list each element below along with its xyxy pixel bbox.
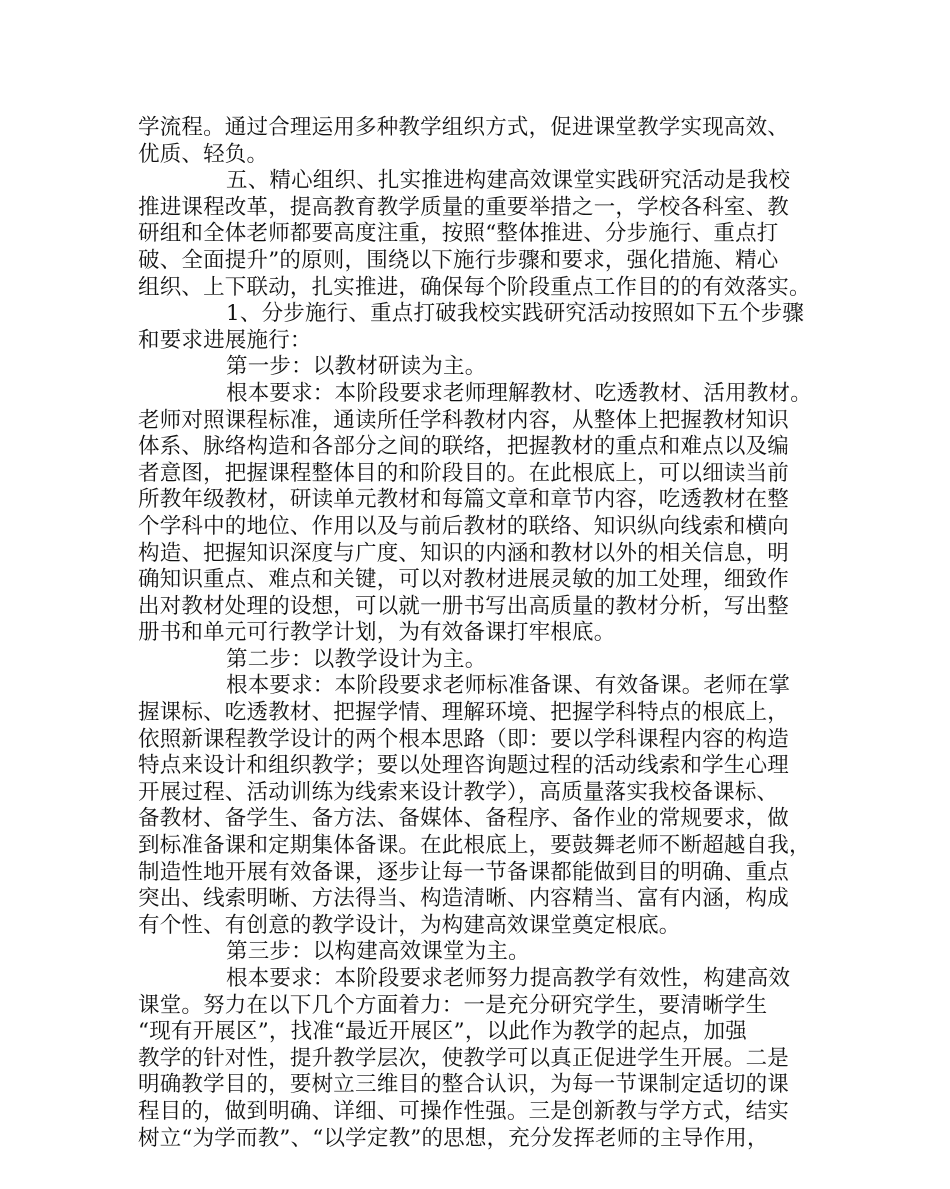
text-line: 特点来设计和组织教学；要以处理咨询题过程的活动线索和学生心理	[138, 753, 790, 779]
text-line: 和要求进展施行：	[138, 327, 312, 353]
text-line: 五、精心组织、扎实推进构建高效课堂实践研究活动是我校	[226, 168, 791, 194]
text-line: 个学科中的地位、作用以及与前后教材的联络、知识纵向线索和横向	[138, 513, 790, 539]
text-line: 优质、轻负。	[138, 141, 269, 167]
text-line: 册书和单元可行教学计划，为有效备课打牢根底。	[138, 620, 616, 646]
text-line: 破、全面提升”的原则，围绕以下施行步骤和要求，强化措施、精心	[138, 247, 779, 273]
text-line: 确知识重点、难点和关键，可以对教材进展灵敏的加工处理，细致作	[138, 567, 790, 593]
text-line: 开展过程、活动训练为线索来设计教学），高质量落实我校备课标、	[138, 779, 779, 805]
text-line: 研组和全体老师都要高度注重，按照“整体推进、分步施行、重点打	[138, 221, 779, 247]
text-line: 制造性地开展有效备课，逐步让每一节备课都能做到目的明确、重点	[138, 859, 790, 885]
text-line: 依照新课程教学设计的两个根本思路（即：要以学科课程内容的构造	[138, 726, 790, 752]
text-line: 者意图，把握课程整体目的和阶段目的。在此根底上，可以细读当前	[138, 460, 790, 486]
text-line: 体系、脉络构造和各部分之间的联络，把握教材的重点和难点以及编	[138, 434, 790, 460]
text-line: 备教材、备学生、备方法、备媒体、备程序、备作业的常规要求，做	[138, 806, 790, 832]
text-line: 学流程。通过合理运用多种教学组织方式，促进课堂教学实现高效、	[138, 115, 790, 140]
text-line: 构造、把握知识深度与广度、知识的内涵和教材以外的相关信息，明	[138, 540, 790, 566]
text-line: 到标准备课和定期集体备课。在此根底上，要鼓舞老师不断超越自我，	[138, 833, 811, 859]
text-line: 程目的，做到明确、详细、可操作性强。三是创新教与学方式，结实	[138, 1098, 790, 1124]
text-line: 根本要求：本阶段要求老师努力提高教学有效性，构建高效	[226, 966, 791, 991]
text-line: “现有开展区”，找准“最近开展区”，以此作为教学的起点，加强	[138, 1019, 747, 1045]
text-line: 出对教材处理的设想，可以就一册书写出高质量的教材分析，写出整	[138, 593, 790, 619]
text-line: 根本要求：本阶段要求老师标准备课、有效备课。老师在掌	[226, 673, 791, 699]
text-line: 第三步：以构建高效课堂为主。	[226, 939, 530, 965]
text-line: 老师对照课程标准，通读所任学科教材内容，从整体上把握教材知识	[138, 407, 790, 433]
text-line: 第二步：以教学设计为主。	[226, 646, 487, 672]
text-line: 明确教学目的，要树立三维目的整合认识，为每一节课制定适切的课	[138, 1072, 790, 1098]
text-line: 突出、线索明晰、方法得当、构造清晰、内容精当、富有内涵，构成	[138, 886, 790, 912]
text-line: 教学的针对性，提升教学层次，使教学可以真正促进学生开展。二是	[138, 1045, 790, 1071]
text-line: 握课标、吃透教材、把握学情、理解环境、把握学科特点的根底上，	[138, 700, 790, 726]
text-line: 课堂。努力在以下几个方面着力：一是充分研究学生，要清晰学生	[138, 992, 768, 1018]
text-line: 所教年级教材，研读单元教材和每篇文章和章节内容，吃透教材在整	[138, 487, 790, 513]
text-line: 第一步：以教材研读为主。	[226, 354, 487, 380]
text-line: 树立“为学而教”、“以学定教”的思想，充分发挥老师的主导作用，	[138, 1125, 769, 1151]
text-line: 组织、上下联动，扎实推进，确保每个阶段重点工作目的的有效落实。	[138, 274, 811, 300]
text-line: 有个性、有创意的教学设计，为构建高效课堂奠定根底。	[138, 912, 681, 938]
text-line: 1、分步施行、重点打破我校实践研究活动按照如下五个步骤	[226, 301, 805, 327]
text-line: 推进课程改革，提高教育教学质量的重要举措之一，学校各科室、教	[138, 194, 790, 220]
text-line: 根本要求：本阶段要求老师理解教材、吃透教材、活用教材。	[226, 380, 812, 406]
document-body-text	[138, 115, 838, 1152]
